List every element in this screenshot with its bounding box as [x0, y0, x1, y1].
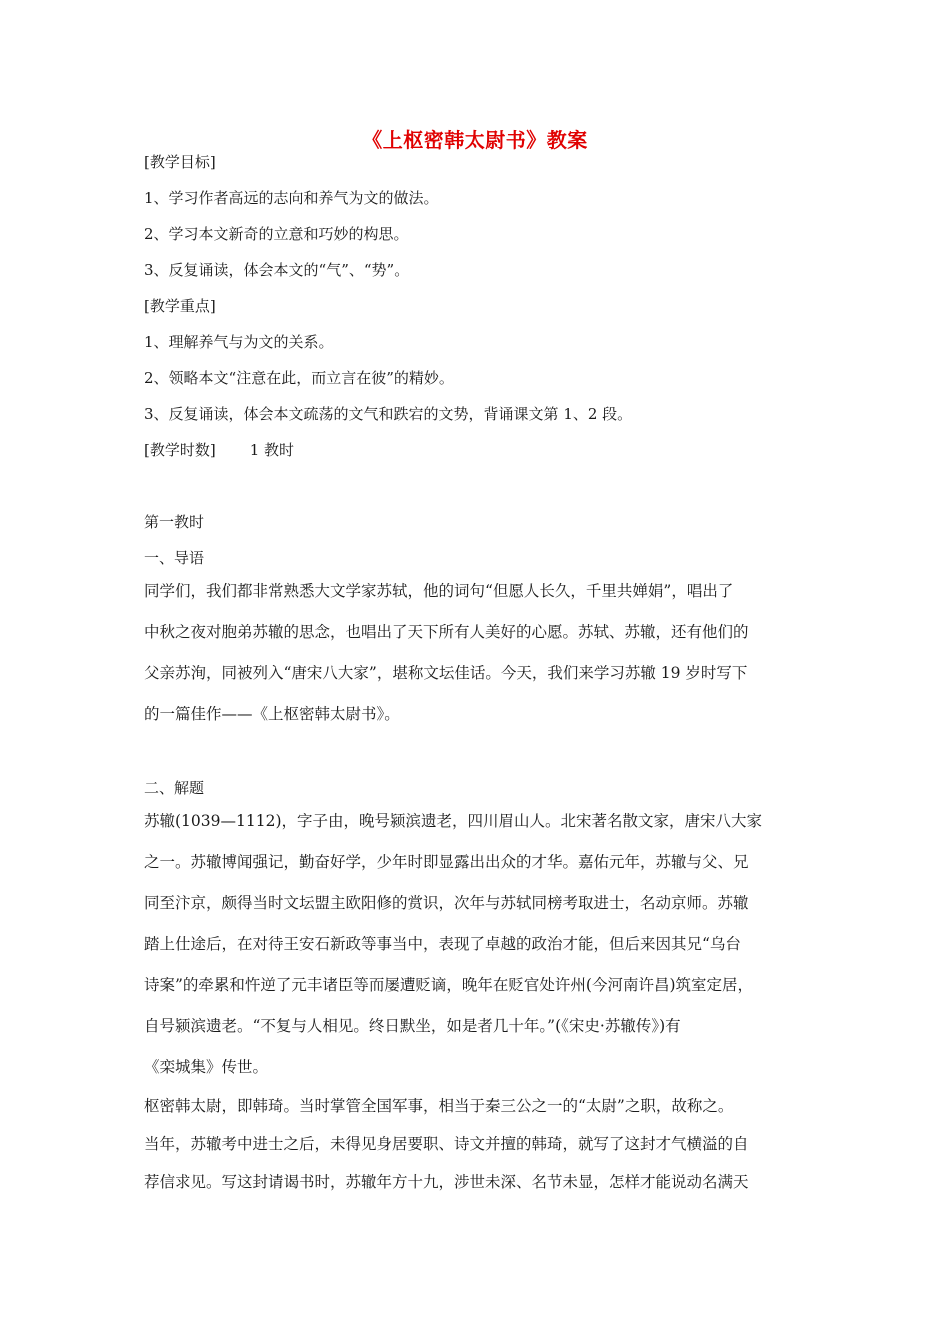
explanation-heading: 二、解题	[144, 779, 205, 797]
objective-item-2: 2、学习本文新奇的立意和巧妙的构思。	[144, 225, 409, 243]
explanation-line-5: 诗案”的牵累和忤逆了元丰诸臣等而屡遭贬谪，晚年在贬官处许州(今河南许昌)筑室定居，	[144, 976, 754, 994]
explanation2-line-2: 当年，苏辙考中进士之后，未得见身居要职、诗文并擅的韩琦，就写了这封才气横溢的自	[144, 1135, 749, 1153]
document-title: 《上枢密韩太尉书》教案	[362, 128, 588, 152]
teaching-hours-value: 1 教时	[249, 441, 295, 459]
objective-item-1: 1、学习作者高远的志向和养气为文的做法。	[144, 189, 439, 207]
intro-heading: 一、导语	[144, 549, 205, 567]
key-point-item-3: 3、反复诵读，体会本文疏荡的文气和跌宕的文势，背诵课文第 1、2 段。	[144, 405, 633, 423]
explanation2-line-1: 枢密韩太尉，即韩琦。当时掌管全国军事，相当于秦三公之一的“太尉”之职，故称之。	[144, 1097, 734, 1115]
intro-paragraph	[144, 571, 816, 735]
explanation-paragraph-1	[144, 801, 816, 1088]
explanation-line-6: 自号颍滨遗老。“不复与人相见。终日默坐，如是者几十年。”(《宋史·苏辙传》)有	[144, 1017, 681, 1035]
key-point-item-1: 1、理解养气与为文的关系。	[144, 333, 334, 351]
key-points-heading: [教学重点]	[144, 297, 216, 315]
intro-line-4: 的一篇佳作——《上枢密韩太尉书》。	[144, 705, 400, 723]
explanation2-line-3: 荐信求见。写这封请谒书时，苏辙年方十九，涉世未深、名节未显，怎样才能说动名满天	[144, 1173, 749, 1191]
explanation-line-1: 苏辙(1039—1112)，字子由，晚号颍滨遗老，四川眉山人。北宋著名散文家，唐宋八大家	[144, 812, 762, 830]
key-point-item-2: 2、领略本文“注意在此，而立言在彼”的精妙。	[144, 369, 454, 387]
explanation-line-7: 《栾城集》传世。	[144, 1058, 269, 1076]
intro-line-3: 父亲苏洵，同被列入“唐宋八大家”，堪称文坛佳话。今天，我们来学习苏辙 19 岁时写下	[144, 664, 748, 682]
explanation-line-3: 同至汴京，颇得当时文坛盟主欧阳修的赏识，次年与苏轼同榜考取进士，名动京师。苏辙	[144, 894, 749, 912]
explanation-line-4: 踏上仕途后，在对待王安石新政等事当中，表现了卓越的政治才能，但后来因其兄“乌台	[144, 935, 741, 953]
explanation-line-2: 之一。苏辙博闻强记，勤奋好学，少年时即显露出出众的才华。嘉佑元年，苏辙与父、兄	[144, 853, 749, 871]
intro-line-2: 中秋之夜对胞弟苏辙的思念，也唱出了天下所有人美好的心愿。苏轼、苏辙，还有他们的	[144, 623, 749, 641]
lesson-heading: 第一教时	[144, 513, 205, 531]
teaching-hours-label: [教学时数]	[144, 441, 216, 459]
objectives-heading: [教学目标]	[144, 153, 216, 171]
teaching-hours	[144, 440, 294, 460]
intro-line-1: 同学们，我们都非常熟悉大文学家苏轼，他的词句“但愿人长久，千里共婵娟”，唱出了	[144, 582, 734, 600]
explanation-paragraph-2	[144, 1087, 816, 1201]
objective-item-3: 3、反复诵读，体会本文的“气”、“势”。	[144, 261, 410, 279]
